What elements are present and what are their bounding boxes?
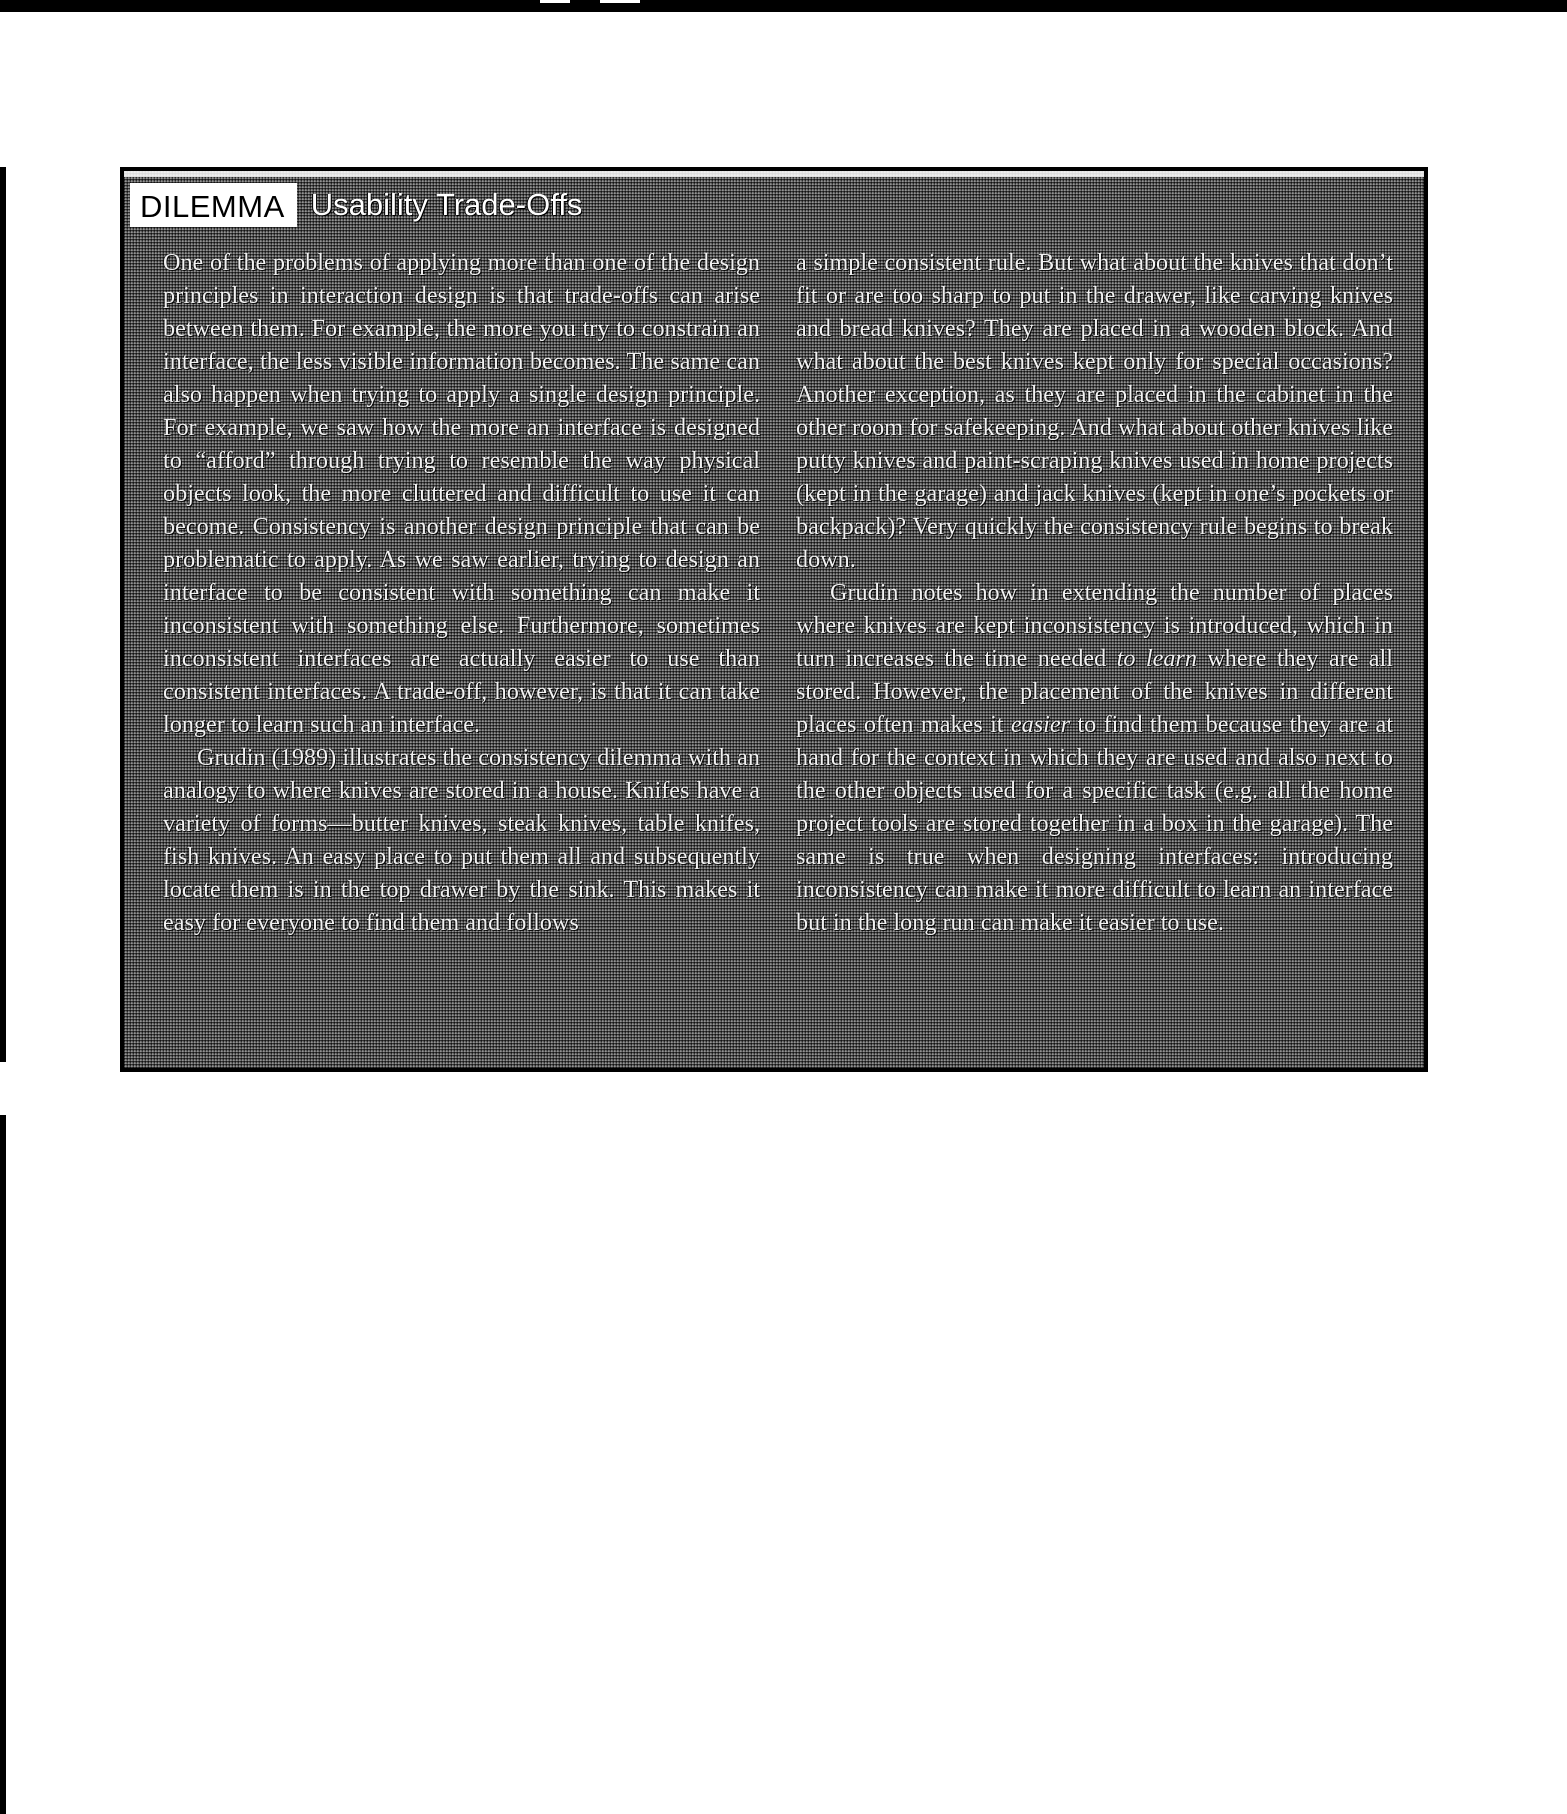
scan-left-edge (0, 167, 6, 1062)
emphasis-text: easier (1010, 711, 1071, 738)
dilemma-tag: DILEMMA (130, 183, 297, 227)
text-run: Grudin notes how in extending the number of places where knives are kept inconsistency is introduced, which in turn increases the time needed (796, 579, 1393, 672)
text-run: where they are all stored. However, the placement of the knives in different places often makes it (796, 645, 1393, 738)
box-top-rule (124, 171, 1424, 177)
box-heading (130, 183, 582, 227)
paragraph: Grudin (1989) illustrates the consistency dilemma with an analogy to where knives are stored in a house. Knifes have a variety of forms—butter knives, steak knives, table knifes, fish knives. An easy place to put them all and subsequently locate them is in the top drawer by the sink. This makes it easy for everyone to find them and follows (163, 744, 760, 936)
scan-artifact (540, 0, 570, 3)
paragraph: a simple consistent rule. But what about the knives that don’t fit or are too sharp to put in the drawer, like carving knives and bread knives? They are placed in a wooden block. And what about the best knives kept only for special occasions? Another exception, as they are placed in the cabinet in the other room for safekeeping. And what about other knives like putty knives and paint-scraping knives used in home projects (kept in the garage) and jack knives (kept in one’s pockets or backpack)? Very quickly the consistency rule begins to break down. (796, 249, 1393, 573)
emphasis-text: to learn (1116, 645, 1197, 672)
dilemma-box (120, 167, 1428, 1072)
scan-artifact (600, 0, 640, 3)
box-title: Usability Trade-Offs (310, 187, 583, 222)
scan-left-edge (0, 1115, 6, 1814)
paragraph (796, 576, 1393, 939)
scan-top-border (0, 0, 1567, 12)
left-column (163, 246, 760, 939)
text-run: to find them because they are at hand for the context in which they are used and also next to the other objects used for a specific task (e.g. all the home project tools are stored together in a box in the garage). The same is true when designing interfaces: introducing inconsistency can make it more difficult to learn an interface but in the long run can make it easier to use. (796, 711, 1393, 936)
paragraph: One of the problems of applying more than one of the design principles in interaction design is that trade-offs can arise between them. For example, the more you try to constrain an interface, the less visible information becomes. The same can also happen when trying to apply a single design principle. For example, we saw how the more an interface is designed to “afford” through trying to resemble the way physical objects look, the more cluttered and difficult to use it can become. Consistency is another design principle that can be problematic to apply. As we saw earlier, trying to design an interface to be consistent with something can make it inconsistent with something else. Furthermore, sometimes inconsistent interfaces are actually easier to use than consistent interfaces. A trade-off, however, is that it can take longer to learn such an interface. (163, 249, 760, 738)
right-column (796, 246, 1393, 939)
